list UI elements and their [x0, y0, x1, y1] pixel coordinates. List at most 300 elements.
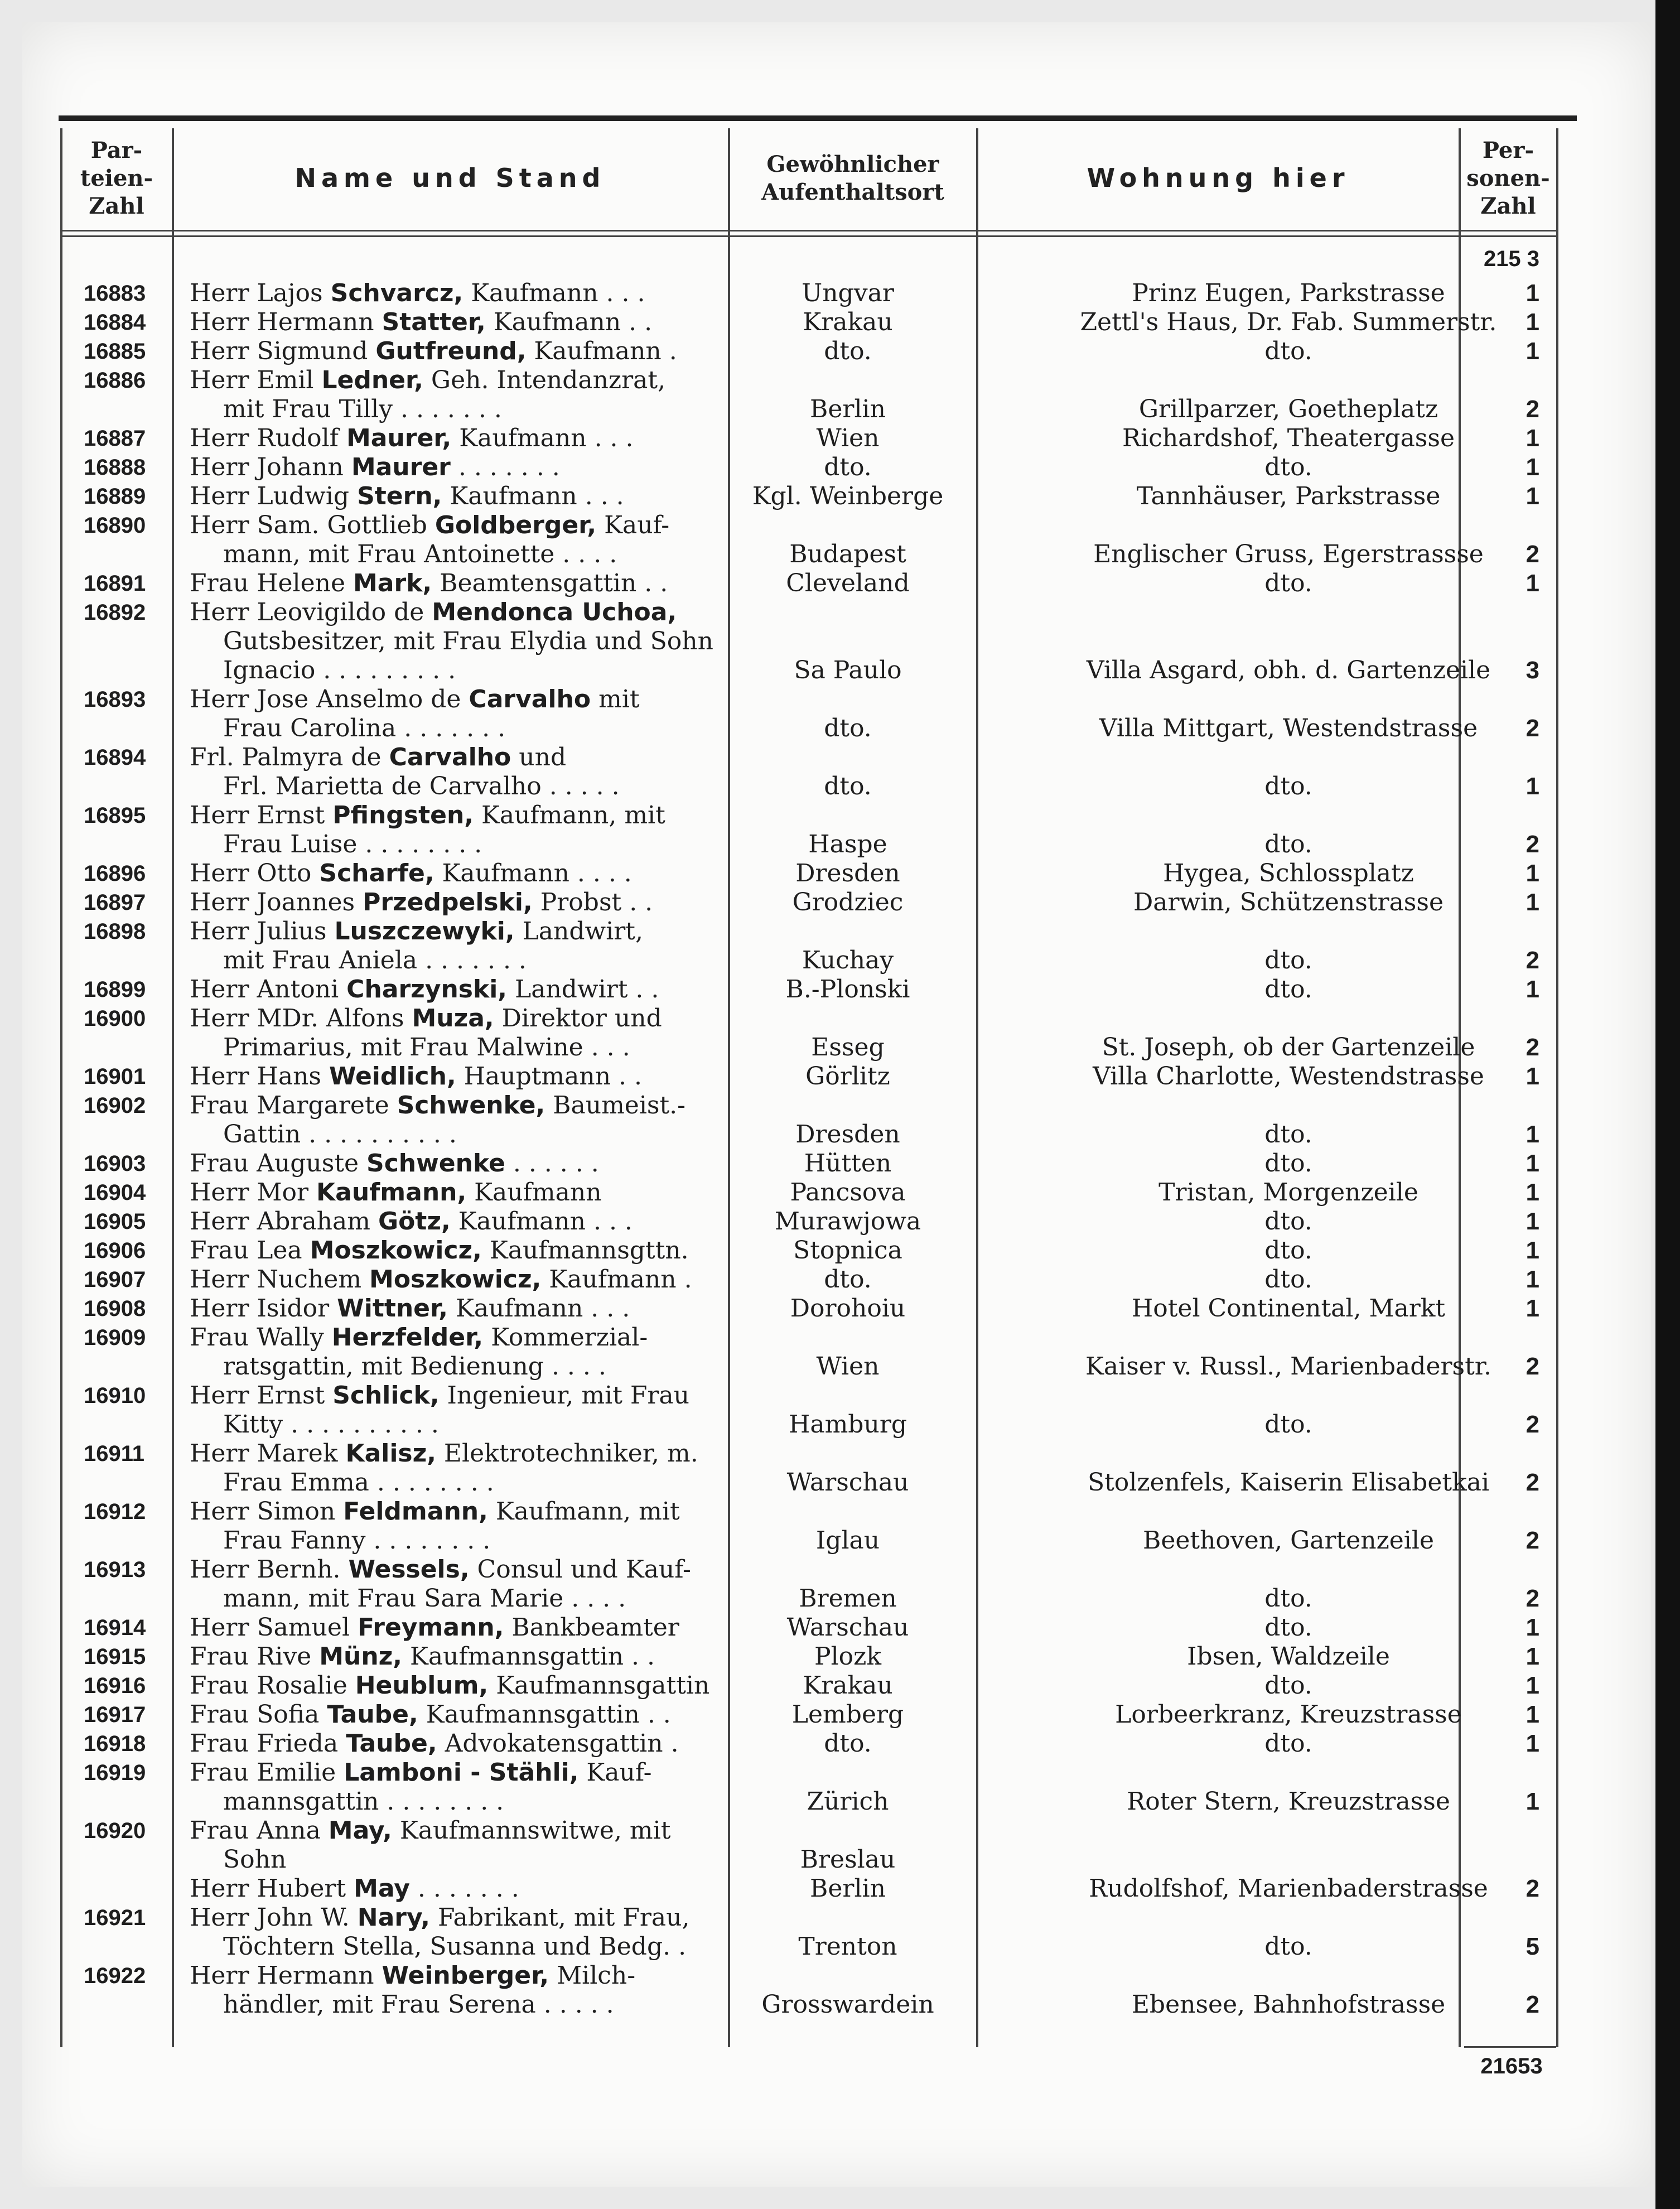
entry-name: [190, 1816, 670, 1845]
name-prefix: Herr Emil: [190, 366, 322, 394]
surname: Moszkowicz,: [310, 1236, 482, 1265]
entry-name: [190, 482, 624, 511]
usual-residence: Dorohoiu: [790, 1294, 906, 1323]
usual-residence: Kgl. Weinberge: [752, 482, 944, 510]
party-number: 16917: [84, 1702, 146, 1727]
local-address: Kaiser v. Russl., Marienbaderstr.: [1085, 1352, 1491, 1381]
header-usual-residence: Gewöhnlicher Aufenthaltsort: [761, 151, 944, 205]
entry-name: [190, 1323, 648, 1352]
entry-name: [190, 1207, 633, 1236]
person-count: 2: [1525, 1875, 1539, 1902]
name-suffix: Kaufmannsgattin . .: [402, 1642, 655, 1671]
name-suffix: Baumeist.-: [545, 1091, 686, 1120]
usual-residence: Zürich: [807, 1787, 889, 1816]
entry-name: [190, 1903, 689, 1932]
entry-name: [190, 308, 652, 337]
entry-name-continued: Gattin . . . . . . . . . .: [223, 1120, 457, 1149]
local-address: dto.: [1264, 337, 1312, 365]
entry-name-continued: Töchtern Stella, Susanna und Bedg. .: [223, 1932, 687, 1961]
person-count: 1: [1525, 308, 1539, 336]
name-suffix: Kaufmann .: [541, 1265, 692, 1294]
person-count: 1: [1525, 1150, 1539, 1177]
name-prefix: Herr John W.: [190, 1903, 358, 1932]
header-party-count: Par- teien- Zahl: [80, 137, 153, 219]
entry-name: [190, 1874, 519, 1903]
entry-name: [190, 1497, 680, 1526]
table-top-rule: [59, 115, 1577, 121]
name-prefix: Frau Margarete: [190, 1091, 397, 1120]
local-address: Grillparzer, Goetheplatz: [1138, 395, 1438, 423]
surname: Stern,: [357, 482, 442, 510]
party-number: 16902: [84, 1093, 146, 1118]
person-count: 2: [1525, 541, 1539, 568]
entry-name: [190, 1004, 662, 1033]
name-suffix: Elektrotechniker, m.: [436, 1439, 698, 1468]
name-suffix: Kaufmannsgattin: [488, 1671, 710, 1700]
name-suffix: Kaufmannsgattin . .: [418, 1700, 671, 1729]
usual-residence: Esseg: [811, 1033, 885, 1062]
entry-name: [190, 1729, 679, 1758]
usual-residence: dto.: [824, 453, 872, 481]
surname: Carvalho: [469, 685, 591, 713]
person-count: 2: [1525, 1411, 1539, 1438]
entry-name: [190, 1961, 635, 1990]
header-rule: [60, 230, 1558, 231]
entry-name: [190, 859, 632, 888]
surname: Heublum,: [355, 1671, 489, 1700]
name-prefix: Herr Sam. Gottlieb: [190, 511, 435, 539]
name-suffix: . . . . . . .: [409, 1874, 519, 1903]
header-local-address: Wohnung hier: [1087, 163, 1350, 194]
usual-residence: Warschau: [786, 1613, 909, 1642]
local-address: Tannhäuser, Parkstrasse: [1136, 482, 1441, 510]
usual-residence: Krakau: [803, 308, 893, 336]
entry-name: [190, 1613, 679, 1642]
local-address: Hotel Continental, Markt: [1131, 1294, 1446, 1323]
person-count: 1: [1525, 1295, 1539, 1322]
usual-residence: Bremen: [799, 1584, 897, 1613]
local-address: dto.: [1264, 1584, 1312, 1613]
surname: Feldmann,: [343, 1497, 488, 1526]
name-suffix: Landwirt . .: [507, 975, 659, 1004]
name-suffix: Kaufmann . . .: [447, 1294, 630, 1323]
person-count: 1: [1525, 860, 1539, 887]
entry-name: [190, 337, 677, 366]
entry-name-continued: händler, mit Frau Serena . . . . .: [223, 1990, 614, 2019]
surname: Freymann,: [358, 1613, 504, 1642]
party-number: 16906: [84, 1238, 146, 1263]
local-address: dto.: [1264, 1236, 1312, 1265]
usual-residence: Haspe: [808, 830, 887, 858]
entry-name: [190, 975, 659, 1004]
local-address: Villa Charlotte, Westendstrasse: [1093, 1062, 1484, 1091]
person-count: 1: [1525, 1121, 1539, 1148]
name-suffix: Kaufmann . . .: [463, 279, 645, 307]
local-address: St. Joseph, ob der Gartenzeile: [1102, 1033, 1475, 1062]
party-number: 16908: [84, 1296, 146, 1321]
local-address: Englischer Gruss, Egerstrassse: [1093, 540, 1484, 568]
surname: Taube,: [327, 1700, 418, 1729]
person-count: 1: [1525, 889, 1539, 916]
usual-residence: Lemberg: [791, 1700, 904, 1729]
party-number: 16922: [84, 1964, 146, 1988]
person-count: 5: [1525, 1933, 1539, 1960]
party-number: 16913: [84, 1557, 146, 1582]
name-suffix: . . . . . . .: [450, 453, 560, 481]
name-prefix: Herr Ernst: [190, 1381, 333, 1410]
entry-name-continued: mannsgattin . . . . . . . .: [223, 1787, 504, 1816]
local-address: Roter Stern, Kreuzstrasse: [1127, 1787, 1450, 1816]
entry-name: [190, 1149, 599, 1178]
usual-residence: Berlin: [810, 1874, 886, 1903]
name-suffix: Kaufmann: [466, 1178, 602, 1207]
name-prefix: Herr Abraham: [190, 1207, 378, 1236]
usual-residence: Trenton: [798, 1932, 897, 1961]
entry-name: [190, 1758, 651, 1787]
usual-residence: Plozk: [814, 1642, 881, 1671]
local-address: Zettl's Haus, Dr. Fab. Summerstr.: [1080, 308, 1497, 336]
local-address: dto.: [1264, 1932, 1312, 1961]
local-address: Lorbeerkranz, Kreuzstrasse: [1115, 1700, 1462, 1729]
party-number: 16905: [84, 1209, 146, 1234]
person-count: 1: [1525, 1672, 1539, 1699]
surname: Wittner,: [337, 1294, 448, 1323]
surname: Herzfelder,: [331, 1323, 484, 1352]
name-suffix: Kaufmann . . .: [451, 424, 634, 452]
surname: Mark,: [353, 569, 432, 597]
local-address: Villa Asgard, obh. d. Gartenzeile: [1086, 656, 1491, 684]
entry-name: [190, 511, 669, 540]
party-number: 16907: [84, 1267, 146, 1292]
person-count: 2: [1525, 396, 1539, 423]
name-suffix: Kaufmann .: [526, 337, 677, 365]
name-suffix: Kaufmann, mit: [487, 1497, 680, 1526]
name-suffix: Probst . .: [532, 888, 653, 917]
name-prefix: Frau Wally: [190, 1323, 332, 1352]
name-suffix: Milch-: [549, 1961, 636, 1990]
entry-name: [190, 424, 634, 453]
name-prefix: Herr Nuchem: [190, 1265, 370, 1294]
name-prefix: Herr Leovigildo de: [190, 598, 432, 626]
party-number: 16895: [84, 803, 146, 828]
party-number: 16919: [84, 1761, 146, 1785]
name-prefix: Frau Emilie: [190, 1758, 344, 1787]
local-address: Ebensee, Bahnhofstrasse: [1131, 1990, 1446, 2019]
surname: Muza,: [412, 1004, 494, 1033]
person-count: 3: [1525, 657, 1539, 684]
name-suffix: Landwirt,: [514, 917, 643, 946]
name-suffix: Kauf-: [578, 1758, 652, 1787]
person-count: 2: [1525, 1469, 1539, 1496]
name-prefix: Frau Rosalie: [190, 1671, 355, 1700]
person-count: 1: [1525, 1701, 1539, 1728]
name-prefix: Herr Isidor: [190, 1294, 337, 1323]
name-suffix: Bankbeamter: [504, 1613, 679, 1642]
name-prefix: Frau Rive: [190, 1642, 320, 1671]
entry-name: [190, 1642, 655, 1671]
name-suffix: Kaufmann, mit: [474, 801, 665, 829]
entry-name: [190, 598, 677, 627]
name-suffix: Kaufmann . . .: [442, 482, 624, 510]
party-number: 16890: [84, 513, 146, 538]
usual-residence: dto.: [824, 1729, 872, 1758]
surname: Nary,: [357, 1903, 430, 1932]
name-suffix: Kaufmann . . . .: [434, 859, 632, 888]
entry-name: [190, 1381, 689, 1410]
name-prefix: Herr Joannes: [190, 888, 363, 917]
name-suffix: Kaufmann . . .: [450, 1207, 633, 1236]
header-person-count: Per- sonen- Zahl: [1466, 137, 1550, 219]
name-suffix: Beamtensgattin . .: [432, 569, 668, 597]
total-rule: [1464, 2046, 1556, 2048]
party-number: 16910: [84, 1383, 146, 1408]
entry-name-continued: mit Frau Aniela . . . . . . .: [223, 946, 527, 975]
surname: Scharfe,: [319, 859, 435, 888]
entry-name: [190, 1294, 630, 1323]
entry-name: [190, 279, 645, 308]
party-number: 16916: [84, 1673, 146, 1698]
name-suffix: . . . . . .: [505, 1149, 599, 1178]
party-number: 16889: [84, 484, 146, 509]
surname: Lamboni - Stähli,: [344, 1758, 579, 1787]
name-prefix: Herr Samuel: [190, 1613, 358, 1642]
name-suffix: Kaufmannswitwe, mit: [392, 1816, 671, 1845]
name-suffix: Ingenieur, mit Frau: [439, 1381, 689, 1410]
name-suffix: Consul und Kauf-: [469, 1555, 691, 1584]
name-prefix: Herr Otto: [190, 859, 320, 888]
local-address: dto.: [1264, 1613, 1312, 1642]
usual-residence: Wien: [816, 424, 880, 452]
usual-residence: Ungvar: [802, 279, 894, 307]
surname: Weidlich,: [329, 1062, 456, 1091]
party-number: 16896: [84, 861, 146, 886]
local-address: Beethoven, Gartenzeile: [1142, 1526, 1434, 1555]
entry-name: [190, 801, 665, 830]
party-number: 16883: [84, 281, 146, 306]
table-rule-col2: [728, 128, 730, 2047]
party-number: 16903: [84, 1151, 146, 1176]
surname: Kalisz,: [345, 1439, 436, 1468]
local-address: dto.: [1264, 975, 1312, 1004]
usual-residence: Berlin: [810, 395, 886, 423]
party-number: 16897: [84, 890, 146, 915]
person-count: 2: [1525, 1353, 1539, 1380]
person-count: 2: [1525, 831, 1539, 858]
party-number: 16891: [84, 571, 146, 596]
local-address: dto.: [1264, 1265, 1312, 1294]
entry-name-continued: Kitty . . . . . . . . . .: [223, 1410, 439, 1439]
surname: Schwenke,: [397, 1091, 545, 1120]
surname: May,: [328, 1816, 392, 1845]
entry-name-continued: mit Frau Tilly . . . . . . .: [223, 395, 502, 423]
person-count: 1: [1525, 1063, 1539, 1090]
surname: Mendonca Uchoa,: [432, 598, 677, 626]
local-address: Stolzenfels, Kaiserin Elisabetkai: [1087, 1468, 1490, 1497]
person-count: 1: [1525, 425, 1539, 452]
entry-name-continued: mann, mit Frau Sara Marie . . . .: [223, 1584, 626, 1613]
entry-name: [190, 917, 643, 946]
usual-residence: dto.: [824, 1265, 872, 1294]
entry-name-continued: Frau Emma . . . . . . . .: [223, 1468, 494, 1497]
header-name-status: Name und Stand: [295, 163, 606, 194]
entry-name: [190, 685, 640, 714]
surname: Statter,: [382, 308, 486, 336]
local-address: dto.: [1264, 1207, 1312, 1236]
party-number: 16921: [84, 1906, 146, 1930]
name-suffix: mit: [591, 685, 640, 713]
party-number: 16900: [84, 1006, 146, 1031]
surname: Charzynski,: [346, 975, 508, 1004]
party-number: 16918: [84, 1731, 146, 1756]
party-number: 16899: [84, 977, 146, 1002]
person-count: 1: [1525, 337, 1539, 365]
entry-name: [190, 569, 668, 598]
usual-residence: Pancsova: [790, 1178, 906, 1207]
surname: Schlick,: [332, 1381, 440, 1410]
person-count: 1: [1525, 1179, 1539, 1206]
usual-residence: Murawjowa: [774, 1207, 921, 1236]
scan-edge-bar: [1655, 0, 1680, 2209]
local-address: dto.: [1264, 1120, 1312, 1149]
person-count: 2: [1525, 1034, 1539, 1061]
name-prefix: Frau Helene: [190, 569, 354, 597]
carry-over-total: 215 3: [1483, 247, 1540, 271]
surname: Kaufmann,: [316, 1178, 467, 1207]
person-count: 1: [1525, 976, 1539, 1003]
surname: Pfingsten,: [332, 801, 474, 829]
person-count: 2: [1525, 1585, 1539, 1612]
table-rule-left: [60, 128, 62, 2047]
usual-residence: Dresden: [795, 1120, 900, 1149]
party-number: 16884: [84, 310, 146, 335]
entry-name: [190, 453, 560, 482]
usual-residence: Breslau: [800, 1845, 896, 1874]
local-address: dto.: [1264, 1149, 1312, 1178]
entry-name-continued: ratsgattin, mit Bedienung . . . .: [223, 1352, 606, 1381]
header-rule-2: [60, 235, 1558, 237]
name-prefix: Herr Mor: [190, 1178, 317, 1207]
entry-name: [190, 366, 665, 395]
name-prefix: Herr Jose Anselmo de: [190, 685, 469, 713]
local-address: dto.: [1264, 772, 1312, 800]
usual-residence: Grodziec: [792, 888, 904, 917]
party-number: 16894: [84, 745, 146, 770]
entry-name: [190, 888, 653, 917]
local-address: Prinz Eugen, Parkstrasse: [1132, 279, 1445, 307]
local-address: dto.: [1264, 1671, 1312, 1700]
name-suffix: Fabrikant, mit Frau,: [429, 1903, 690, 1932]
surname: Taube,: [346, 1729, 437, 1758]
local-address: Richardshof, Theatergasse: [1122, 424, 1455, 452]
party-number: 16912: [84, 1499, 146, 1524]
usual-residence: Dresden: [795, 859, 900, 888]
local-address: dto.: [1264, 946, 1312, 975]
name-prefix: Herr Ernst: [190, 801, 333, 829]
entry-name: [190, 1178, 602, 1207]
entry-name: [190, 1265, 692, 1294]
person-count: 2: [1525, 1991, 1539, 2018]
person-count: 1: [1525, 1788, 1539, 1815]
name-prefix: Frau Auguste: [190, 1149, 367, 1178]
usual-residence: Hamburg: [788, 1410, 907, 1439]
entry-name-continued: Frau Fanny . . . . . . . .: [223, 1526, 491, 1555]
usual-residence: Grosswardein: [761, 1990, 934, 2019]
name-prefix: Herr Lajos: [190, 279, 331, 307]
usual-residence: B.-Plonski: [785, 975, 910, 1004]
name-prefix: Herr Julius: [190, 917, 335, 946]
person-count: 1: [1525, 1208, 1539, 1235]
party-number: 16915: [84, 1644, 146, 1669]
usual-residence: Krakau: [803, 1671, 893, 1700]
local-address: dto.: [1264, 1729, 1312, 1758]
name-suffix: Kaufmann . .: [485, 308, 653, 336]
party-number: 16911: [84, 1441, 145, 1466]
surname: Maurer: [351, 453, 451, 481]
person-count: 1: [1525, 279, 1539, 307]
party-number: 16885: [84, 339, 146, 364]
final-total: 21653: [1480, 2054, 1543, 2078]
person-count: 2: [1525, 715, 1539, 742]
person-count: 1: [1525, 1730, 1539, 1757]
surname: Münz,: [319, 1642, 402, 1671]
local-address: Ibsen, Waldzeile: [1187, 1642, 1390, 1671]
name-prefix: Herr Hans: [190, 1062, 329, 1091]
name-prefix: Frau Sofia: [190, 1700, 327, 1729]
surname: Goldberger,: [435, 511, 597, 539]
usual-residence: Warschau: [786, 1468, 909, 1497]
person-count: 1: [1525, 1237, 1539, 1264]
entry-name: [190, 1236, 689, 1265]
party-number: 16887: [84, 426, 146, 451]
name-prefix: Herr Hubert: [190, 1874, 354, 1903]
entry-name: [190, 1671, 709, 1700]
usual-residence: Sa Paulo: [794, 656, 902, 684]
surname: Ledner,: [321, 366, 423, 394]
local-address: Tristan, Morgenzeile: [1158, 1178, 1418, 1207]
person-count: 2: [1525, 947, 1539, 974]
entry-name-continued: Gutsbesitzer, mit Frau Elydia und Sohn: [223, 627, 713, 655]
surname: Moszkowicz,: [369, 1265, 542, 1294]
name-prefix: Herr Sigmund: [190, 337, 376, 365]
surname: Luszczewyki,: [334, 917, 515, 946]
name-prefix: Frau Frieda: [190, 1729, 346, 1758]
party-number: 16920: [84, 1819, 146, 1843]
party-number: 16898: [84, 919, 146, 944]
entry-name-continued: Sohn: [223, 1845, 287, 1874]
person-count: 1: [1525, 570, 1539, 597]
usual-residence: dto.: [824, 714, 872, 742]
surname: Wessels,: [348, 1555, 470, 1584]
local-address: Rudolfshof, Marienbaderstrasse: [1089, 1874, 1488, 1903]
surname: Weinberger,: [382, 1961, 549, 1990]
name-prefix: Herr Hermann: [190, 308, 382, 336]
local-address: Hygea, Schlossplatz: [1163, 859, 1414, 888]
name-prefix: Herr Bernh.: [190, 1555, 349, 1584]
local-address: dto.: [1264, 453, 1312, 481]
name-suffix: Geh. Intendanzrat,: [423, 366, 666, 394]
entry-name: [190, 1062, 642, 1091]
surname: May: [354, 1874, 410, 1903]
local-address: Darwin, Schützenstrasse: [1133, 888, 1444, 917]
name-prefix: Herr Ludwig: [190, 482, 358, 510]
party-number: 16909: [84, 1325, 146, 1350]
name-suffix: Kauf-: [596, 511, 670, 539]
table-rule-col3: [976, 128, 978, 2047]
usual-residence: Stopnica: [793, 1236, 902, 1265]
person-count: 1: [1525, 1614, 1539, 1641]
name-suffix: Advokatensgattin .: [437, 1729, 679, 1758]
usual-residence: Wien: [816, 1352, 880, 1381]
